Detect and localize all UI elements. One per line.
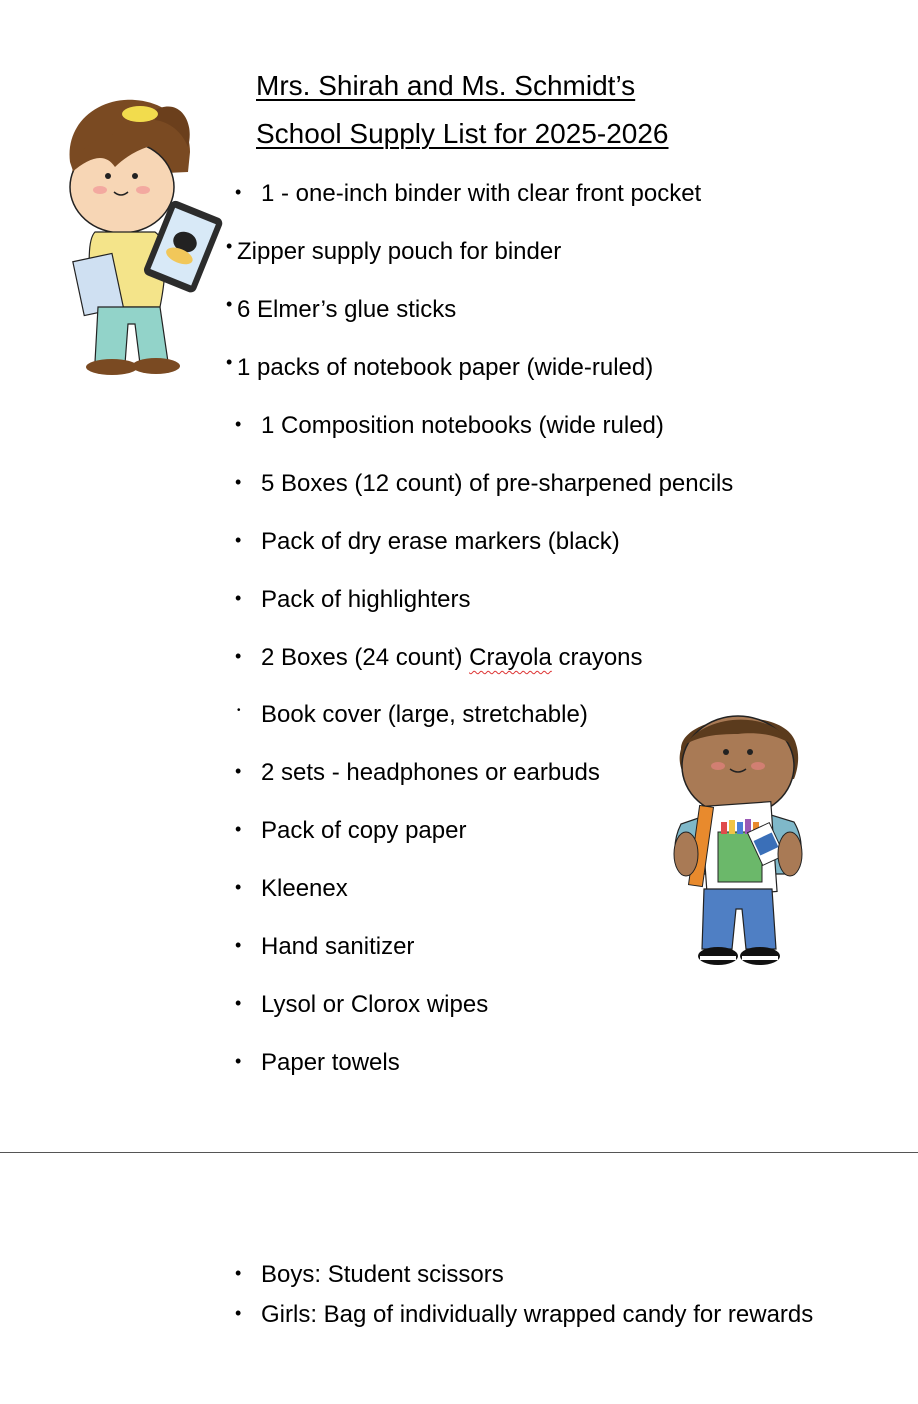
bullet-icon: • [226, 294, 233, 314]
bullet-icon: • [235, 1263, 242, 1283]
list-item: • 1 packs of notebook paper (wide-ruled) [226, 352, 654, 381]
bullet-icon: • [235, 935, 242, 955]
boy-student-clipart-icon [666, 704, 811, 974]
list-item: • Pack of copy paper [235, 817, 467, 844]
bullet-icon: • [235, 761, 242, 781]
list-item: • Book cover (large, stretchable) [237, 701, 588, 728]
list-item: • 2 sets - headphones or earbuds [235, 759, 600, 786]
bullet-icon: • [237, 705, 241, 716]
title-line-1: Mrs. Shirah and Ms. Schmidt’s [256, 70, 636, 101]
list-item: • Pack of dry erase markers (black) [235, 528, 620, 555]
list-item: • Boys: Student scissors [235, 1261, 504, 1288]
bullet-icon: • [235, 993, 242, 1013]
title-line-2: School Supply List for 2025-2026 [256, 118, 669, 149]
bullet-icon: • [226, 352, 233, 372]
list-item: • Lysol or Clorox wipes [235, 991, 489, 1018]
list-item: • Kleenex [235, 875, 348, 902]
list-item: • 2 Boxes (24 count) Crayola crayons [235, 644, 643, 671]
girl-student-clipart-icon [60, 92, 225, 382]
bullet-icon: • [235, 646, 242, 666]
bullet-icon: • [226, 236, 233, 256]
bullet-icon: • [235, 877, 242, 897]
spellcheck-word: Crayola [469, 644, 552, 671]
list-item: • Girls: Bag of individually wrapped candy for rewards [235, 1301, 814, 1328]
bullet-icon: • [235, 414, 242, 434]
bullet-icon: • [235, 530, 242, 550]
list-item: • Hand sanitizer [235, 933, 415, 960]
list-item: • 5 Boxes (12 count) of pre-sharpened pencils [235, 470, 734, 497]
page-divider [0, 1152, 918, 1153]
bullet-icon: • [235, 1051, 242, 1071]
list-item: • Paper towels [235, 1049, 400, 1076]
list-item: • Pack of highlighters [235, 586, 471, 613]
list-item: • Zipper supply pouch for binder [226, 236, 562, 265]
list-item: • 6 Elmer’s glue sticks [226, 294, 457, 323]
bullet-icon: • [235, 1303, 242, 1323]
bullet-icon: • [235, 472, 242, 492]
bullet-icon: • [235, 819, 242, 839]
list-item: • 1 Composition notebooks (wide ruled) [235, 412, 664, 439]
bullet-icon: • [235, 588, 242, 608]
list-item: • 1 - one-inch binder with clear front pocket [235, 180, 702, 207]
bullet-icon: • [235, 182, 242, 202]
